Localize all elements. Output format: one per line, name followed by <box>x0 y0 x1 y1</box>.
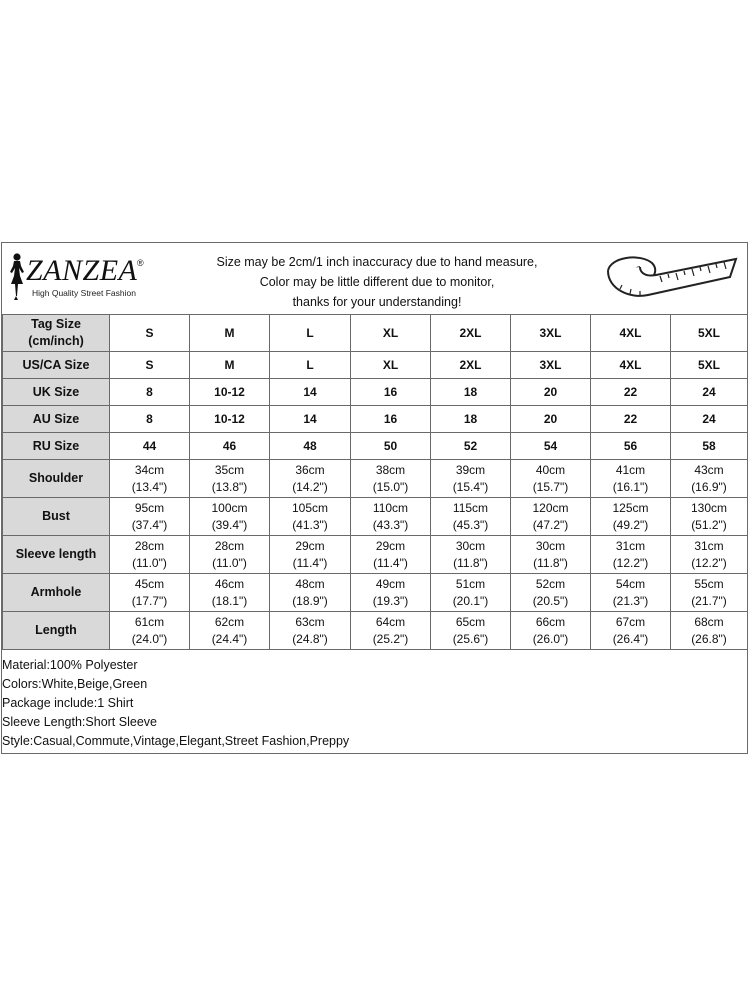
inch-value: (15.0") <box>372 479 409 494</box>
inch-value: (16.1") <box>612 479 649 494</box>
cm-value: 64cm <box>375 614 406 629</box>
size-header-cell: 3XL <box>511 315 591 352</box>
size-cell: 56 <box>591 433 671 460</box>
inch-value: (45.3") <box>452 517 489 532</box>
measure-rows <box>3 460 748 650</box>
size-cell: 54 <box>511 433 591 460</box>
cm-value: 52cm <box>535 576 566 591</box>
size-cell: L <box>270 352 351 379</box>
measurement-cell <box>431 460 511 498</box>
inch-value: (37.4") <box>131 517 168 532</box>
measurement-cell <box>190 574 270 612</box>
notice-line: Color may be little different due to monitor, <box>259 275 495 289</box>
inch-value: (19.3") <box>372 593 409 608</box>
row-label: RU Size <box>3 433 110 460</box>
cm-value: 130cm <box>690 500 728 515</box>
measurement-cell <box>110 536 190 574</box>
tag-size-unit: (cm/inch) <box>28 334 84 348</box>
size-chart-sheet <box>1 242 748 754</box>
cm-value: 61cm <box>134 614 165 629</box>
size-cell: 58 <box>671 433 748 460</box>
measurement-cell <box>351 612 431 650</box>
measurement-cell <box>190 536 270 574</box>
inch-value: (11.0") <box>212 555 247 570</box>
measurement-cell <box>110 612 190 650</box>
table-row <box>3 574 748 612</box>
inch-value: (12.2") <box>612 555 649 570</box>
product-details <box>2 656 747 751</box>
size-cell: 20 <box>511 379 591 406</box>
measurement-cell <box>671 574 748 612</box>
cm-value: 67cm <box>615 614 646 629</box>
detail-sleeve-length: Sleeve Length:Short Sleeve <box>2 715 157 729</box>
cm-value: 31cm <box>694 538 724 553</box>
cm-value: 49cm <box>375 576 406 591</box>
size-cell: 50 <box>351 433 431 460</box>
inch-value: (43.3") <box>372 517 409 532</box>
cm-value: 46cm <box>214 576 245 591</box>
size-cell: 5XL <box>671 352 748 379</box>
measurement-cell <box>431 612 511 650</box>
table-row <box>3 498 748 536</box>
measurement-cell <box>591 498 671 536</box>
inch-value: (47.2") <box>532 517 569 532</box>
cm-value: 45cm <box>134 576 165 591</box>
inch-value: (25.2") <box>372 631 409 646</box>
detail-material: Material:100% Polyester <box>2 658 138 672</box>
measurement-cell <box>431 498 511 536</box>
cm-value: 55cm <box>694 576 724 591</box>
cm-value: 30cm <box>455 538 486 553</box>
size-cell: 10-12 <box>190 379 270 406</box>
measurement-cell <box>110 460 190 498</box>
inch-value: (12.2") <box>691 555 727 570</box>
measurement-cell <box>591 612 671 650</box>
measurement-cell <box>351 498 431 536</box>
chart-header <box>2 243 747 314</box>
cm-value: 115cm <box>452 500 489 515</box>
cm-value: 28cm <box>214 538 245 553</box>
measurement-cell <box>511 536 591 574</box>
measuring-tape-icon <box>600 249 742 309</box>
measurement-cell <box>671 460 748 498</box>
measurement-cell <box>511 612 591 650</box>
cm-value: 95cm <box>134 500 165 515</box>
table-row <box>3 612 748 650</box>
cm-value: 36cm <box>295 462 325 477</box>
notice-line: Size may be 2cm/1 inch inaccuracy due to hand measure, <box>216 255 538 269</box>
size-cell: 14 <box>270 406 351 433</box>
measurement-cell <box>190 498 270 536</box>
inch-value: (15.7") <box>532 479 569 494</box>
inch-value: (21.7") <box>691 593 727 608</box>
size-rows <box>3 352 748 460</box>
tag-size-label: Tag Size <box>31 317 81 331</box>
inch-value: (24.0") <box>131 631 168 646</box>
detail-colors: Colors:White,Beige,Green <box>2 677 148 691</box>
woman-silhouette-icon <box>6 252 28 302</box>
cm-value: 100cm <box>211 500 248 515</box>
table-row <box>3 379 748 406</box>
measurement-cell <box>591 574 671 612</box>
size-cell: 14 <box>270 379 351 406</box>
inch-value: (11.8") <box>453 555 488 570</box>
inch-value: (11.4") <box>373 555 408 570</box>
table-row <box>3 352 748 379</box>
inch-value: (13.4") <box>131 479 168 494</box>
size-cell: 16 <box>351 379 431 406</box>
cm-value: 35cm <box>214 462 245 477</box>
inch-value: (25.6") <box>452 631 489 646</box>
cm-value: 54cm <box>615 576 646 591</box>
measurement-cell <box>511 460 591 498</box>
size-header-cell: 2XL <box>431 315 511 352</box>
size-cell: 2XL <box>431 352 511 379</box>
measurement-cell <box>351 574 431 612</box>
inch-value: (41.3") <box>292 517 328 532</box>
row-label: Armhole <box>3 574 110 612</box>
size-cell: 46 <box>190 433 270 460</box>
cm-value: 29cm <box>375 538 406 553</box>
registered-mark: ® <box>137 258 144 268</box>
inch-value: (16.9") <box>691 479 727 494</box>
inch-value: (11.8") <box>533 555 568 570</box>
cm-value: 51cm <box>455 576 486 591</box>
inch-value: (49.2") <box>612 517 649 532</box>
cm-value: 62cm <box>214 614 245 629</box>
cm-value: 38cm <box>375 462 406 477</box>
cm-value: 34cm <box>134 462 165 477</box>
cm-value: 105cm <box>291 500 329 515</box>
row-label: Bust <box>3 498 110 536</box>
size-header-cell: L <box>270 315 351 352</box>
row-label: US/CA Size <box>3 352 110 379</box>
cm-value: 125cm <box>612 500 649 515</box>
size-cell: 52 <box>431 433 511 460</box>
measurement-cell <box>110 498 190 536</box>
size-cell: 48 <box>270 433 351 460</box>
size-cell: 24 <box>671 406 748 433</box>
brand-logo <box>6 252 156 304</box>
cm-value: 68cm <box>694 614 724 629</box>
size-cell: 4XL <box>591 352 671 379</box>
detail-style: Style:Casual,Commute,Vintage,Elegant,Street Fashion,Preppy <box>2 734 350 748</box>
measurement-cell <box>270 574 351 612</box>
cm-value: 31cm <box>615 538 646 553</box>
brand-name: ZANZEA <box>26 254 138 287</box>
size-cell: 3XL <box>511 352 591 379</box>
table-header-row <box>3 315 748 352</box>
measurement-cell <box>511 498 591 536</box>
size-header-cell: 5XL <box>671 315 748 352</box>
size-cell: 16 <box>351 406 431 433</box>
size-header-cell: 4XL <box>591 315 671 352</box>
inch-value: (11.4") <box>292 555 328 570</box>
cm-value: 43cm <box>694 462 724 477</box>
measurement-cell <box>270 612 351 650</box>
inch-value: (51.2") <box>691 517 727 532</box>
inch-value: (26.4") <box>612 631 649 646</box>
cm-value: 63cm <box>295 614 325 629</box>
inch-value: (39.4") <box>211 517 248 532</box>
inch-value: (20.5") <box>532 593 569 608</box>
size-cell: 8 <box>110 379 190 406</box>
measurement-cell <box>671 612 748 650</box>
cm-value: 65cm <box>455 614 486 629</box>
inch-value: (24.8") <box>292 631 328 646</box>
table-row <box>3 536 748 574</box>
notice-line: thanks for your understanding! <box>292 295 462 309</box>
inch-value: (13.8") <box>211 479 248 494</box>
size-cell: XL <box>351 352 431 379</box>
size-cell: M <box>190 352 270 379</box>
cm-value: 48cm <box>295 576 325 591</box>
size-cell: 18 <box>431 406 511 433</box>
inch-value: (26.8") <box>691 631 727 646</box>
cm-value: 29cm <box>295 538 325 553</box>
size-cell: 20 <box>511 406 591 433</box>
size-cell: 22 <box>591 406 671 433</box>
inch-value: (14.2") <box>292 479 328 494</box>
table-row <box>3 433 748 460</box>
inch-value: (18.1") <box>211 593 248 608</box>
size-header-cell: M <box>190 315 270 352</box>
measurement-cell <box>270 460 351 498</box>
measurement-cell <box>671 498 748 536</box>
cm-value: 30cm <box>535 538 566 553</box>
brand-tagline: High Quality Street Fashion <box>32 288 136 298</box>
cm-value: 120cm <box>532 500 569 515</box>
measurement-cell <box>591 536 671 574</box>
measurement-cell <box>270 536 351 574</box>
size-cell: S <box>110 352 190 379</box>
measurement-cell <box>431 536 511 574</box>
row-label: Shoulder <box>3 460 110 498</box>
table-row <box>3 460 748 498</box>
size-cell: 8 <box>110 406 190 433</box>
size-cell: 18 <box>431 379 511 406</box>
measurement-cell <box>511 574 591 612</box>
row-label: Length <box>3 612 110 650</box>
measurement-cell <box>351 536 431 574</box>
size-cell: 10-12 <box>190 406 270 433</box>
measurement-cell <box>110 574 190 612</box>
size-table <box>2 314 748 650</box>
size-cell: 24 <box>671 379 748 406</box>
measurement-cell <box>270 498 351 536</box>
cm-value: 41cm <box>615 462 646 477</box>
cm-value: 66cm <box>535 614 566 629</box>
measurement-cell <box>671 536 748 574</box>
inch-value: (11.0") <box>132 555 167 570</box>
inch-value: (24.4") <box>211 631 248 646</box>
measurement-cell <box>591 460 671 498</box>
inch-value: (26.0") <box>532 631 569 646</box>
measurement-cell <box>351 460 431 498</box>
cm-value: 40cm <box>535 462 566 477</box>
row-label: UK Size <box>3 379 110 406</box>
measurement-cell <box>190 612 270 650</box>
inch-value: (15.4") <box>452 479 489 494</box>
table-row <box>3 406 748 433</box>
cm-value: 28cm <box>134 538 165 553</box>
size-cell: 22 <box>591 379 671 406</box>
inch-value: (17.7") <box>131 593 168 608</box>
cm-value: 39cm <box>455 462 486 477</box>
measurement-cell <box>190 460 270 498</box>
inch-value: (20.1") <box>452 593 489 608</box>
detail-package: Package include:1 Shirt <box>2 696 134 710</box>
size-header-cell: XL <box>351 315 431 352</box>
cm-value: 110cm <box>372 500 409 515</box>
inch-value: (18.9") <box>292 593 328 608</box>
row-label: Sleeve length <box>3 536 110 574</box>
size-cell: 44 <box>110 433 190 460</box>
measurement-cell <box>431 574 511 612</box>
row-label: AU Size <box>3 406 110 433</box>
tag-size-header <box>3 315 110 352</box>
inch-value: (21.3") <box>612 593 649 608</box>
measurement-notice <box>162 252 592 312</box>
size-header-cell: S <box>110 315 190 352</box>
